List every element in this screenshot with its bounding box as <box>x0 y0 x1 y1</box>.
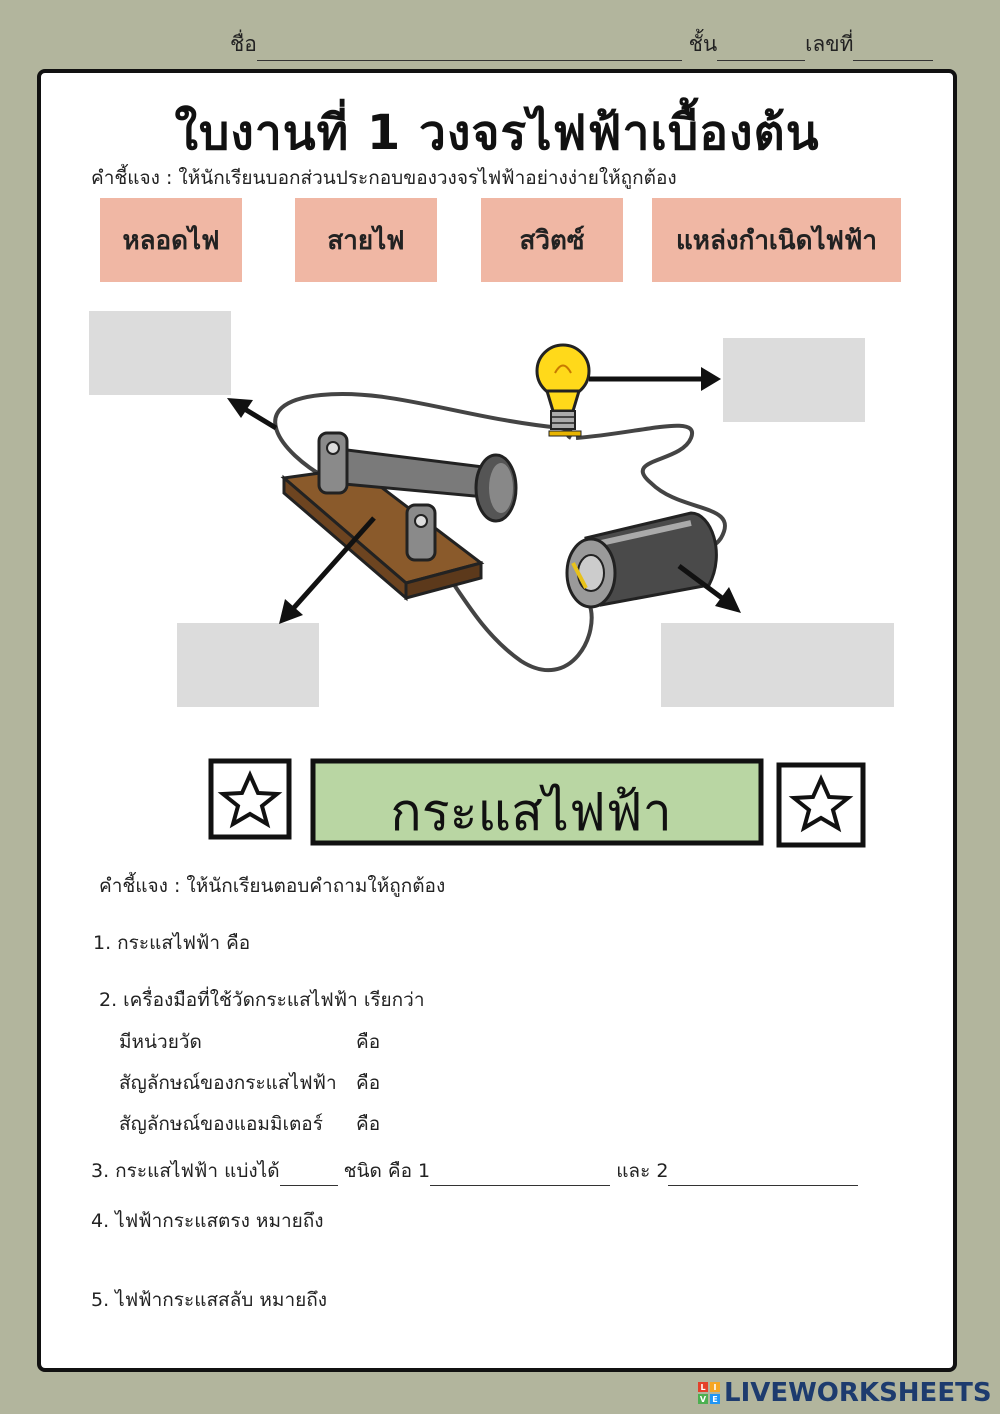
question-2-unit-is: คือ <box>356 1031 381 1053</box>
switch-base <box>284 468 481 583</box>
logo-letter: L <box>698 1382 708 1392</box>
question-2: 2. เครื่องมือที่ใช้วัดกระแสไฟฟ้า เรียกว่า <box>99 989 425 1011</box>
question-3-part2: ชนิด คือ 1 <box>343 1160 431 1182</box>
word-card-bulb[interactable]: หลอดไฟ <box>100 198 242 282</box>
banner-title: กระแสไฟฟ้า <box>390 783 672 843</box>
instruction-parts: คำชี้แจง : ให้นักเรียนบอกส่วนประกอบของวงจรไฟฟ้าอย่างง่ายให้ถูกต้อง <box>91 167 677 189</box>
word-card-wire[interactable]: สายไฟ <box>295 198 437 282</box>
arrows <box>227 367 741 624</box>
question-3-count-field[interactable] <box>280 1163 338 1186</box>
question-3 <box>91 1156 858 1186</box>
question-5: 5. ไฟฟ้ากระแสสลับ หมายถึง <box>91 1289 328 1311</box>
logo-letter: V <box>699 1394 707 1404</box>
question-3-part1: 3. กระแสไฟฟ้า แบ่งได้ <box>91 1160 280 1182</box>
instruction-questions: คำชี้แจง : ให้นักเรียนตอบคำถามให้ถูกต้อง <box>99 875 446 897</box>
question-1: 1. กระแสไฟฟ้า คือ <box>93 932 251 954</box>
wire <box>576 426 725 546</box>
name-label: ชื่อ <box>230 32 257 56</box>
question-2-symbol-current-is: คือ <box>356 1072 381 1094</box>
question-2-unit-label: มีหน่วยวัด <box>119 1031 202 1053</box>
logo-letter: E <box>710 1394 720 1404</box>
drop-box-switch[interactable] <box>177 623 319 707</box>
battery <box>567 513 716 607</box>
word-card-switch[interactable]: สวิตซ์ <box>481 198 623 282</box>
class-label: ชั้น <box>688 32 718 56</box>
switch-lever <box>331 448 496 498</box>
number-label: เลขที่ <box>805 32 854 56</box>
wire <box>426 543 592 670</box>
number-field[interactable] <box>853 38 933 61</box>
student-info-line <box>230 28 933 61</box>
logo-letter: I <box>710 1382 720 1392</box>
question-2-symbol-current-label: สัญลักษณ์ของกระแสไฟฟ้า <box>119 1072 337 1094</box>
liveworksheets-logo[interactable] <box>698 1378 992 1408</box>
question-2-symbol-ammeter-is: คือ <box>356 1113 381 1135</box>
drop-box-bulb[interactable] <box>723 338 865 422</box>
worksheet <box>37 69 957 1372</box>
light-bulb <box>537 345 589 436</box>
word-card-power-source[interactable]: แหล่งกำเนิดไฟฟ้า <box>652 198 901 282</box>
question-3-part3: และ 2 <box>616 1160 669 1182</box>
question-4: 4. ไฟฟ้ากระแสตรง หมายถึง <box>91 1210 324 1232</box>
question-3-type1-field[interactable] <box>430 1163 610 1186</box>
drop-box-battery[interactable] <box>661 623 894 707</box>
class-field[interactable] <box>717 38 805 61</box>
question-3-type2-field[interactable] <box>668 1163 858 1186</box>
worksheet-title: ใบงานที่ 1 วงจรไฟฟ้าเบื้องต้น <box>174 105 820 161</box>
logo-mark <box>698 1382 720 1404</box>
drop-box-wire[interactable] <box>89 311 231 395</box>
wire <box>275 394 571 478</box>
name-field[interactable] <box>257 38 682 61</box>
question-2-symbol-ammeter-label: สัญลักษณ์ของแอมมิเตอร์ <box>119 1113 323 1135</box>
logo-text: LIVEWORKSHEETS <box>724 1378 992 1408</box>
